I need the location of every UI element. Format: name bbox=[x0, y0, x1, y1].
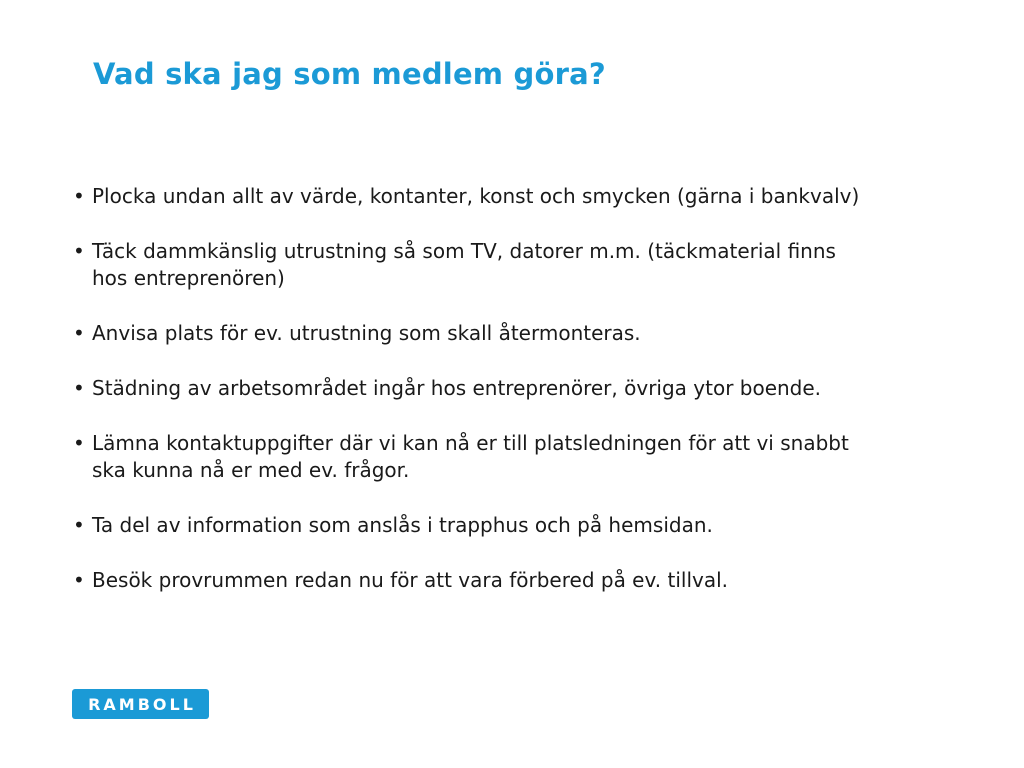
bullet-text: Ta del av information som anslås i trapphus och på hemsidan. bbox=[92, 513, 713, 537]
bullet-text: Lämna kontaktuppgifter där vi kan nå er till platsledningen för att vi snabbt ska kunna nå er med ev. frågor. bbox=[92, 431, 849, 482]
logo-text: RAMBOLL bbox=[88, 694, 196, 714]
bullet-dot: • bbox=[73, 568, 85, 592]
bullet-text: Täck dammkänslig utrustning så som TV, datorer m.m. (täckmaterial finns hos entreprenören) bbox=[92, 239, 836, 290]
slide-title: Vad ska jag som medlem göra? bbox=[93, 57, 606, 91]
bullet-text: Besök provrummen redan nu för att vara förbered på ev. tillval. bbox=[92, 568, 729, 592]
bullet-item bbox=[70, 512, 870, 539]
bullet-dot: • bbox=[73, 321, 85, 345]
bullet-text: Plocka undan allt av värde, kontanter, konst och smycken (gärna i bankvalv) bbox=[92, 184, 860, 208]
bullet-item bbox=[70, 567, 870, 594]
bullet-dot: • bbox=[73, 376, 85, 400]
bullet-text: Anvisa plats för ev. utrustning som skall återmonteras. bbox=[92, 321, 641, 345]
bullet-text: Städning av arbetsområdet ingår hos entreprenörer, övriga ytor boende. bbox=[92, 376, 822, 400]
bullet-dot: • bbox=[73, 239, 85, 263]
bullet-dot: • bbox=[73, 184, 85, 208]
bullet-item bbox=[70, 183, 870, 210]
bullet-item bbox=[70, 238, 870, 292]
bullet-item bbox=[70, 430, 870, 484]
ramboll-logo bbox=[72, 689, 209, 719]
bullet-dot: • bbox=[73, 431, 85, 455]
bullet-dot: • bbox=[73, 513, 85, 537]
bullet-item bbox=[70, 320, 870, 347]
bullet-list bbox=[70, 183, 870, 622]
bullet-item bbox=[70, 375, 870, 402]
